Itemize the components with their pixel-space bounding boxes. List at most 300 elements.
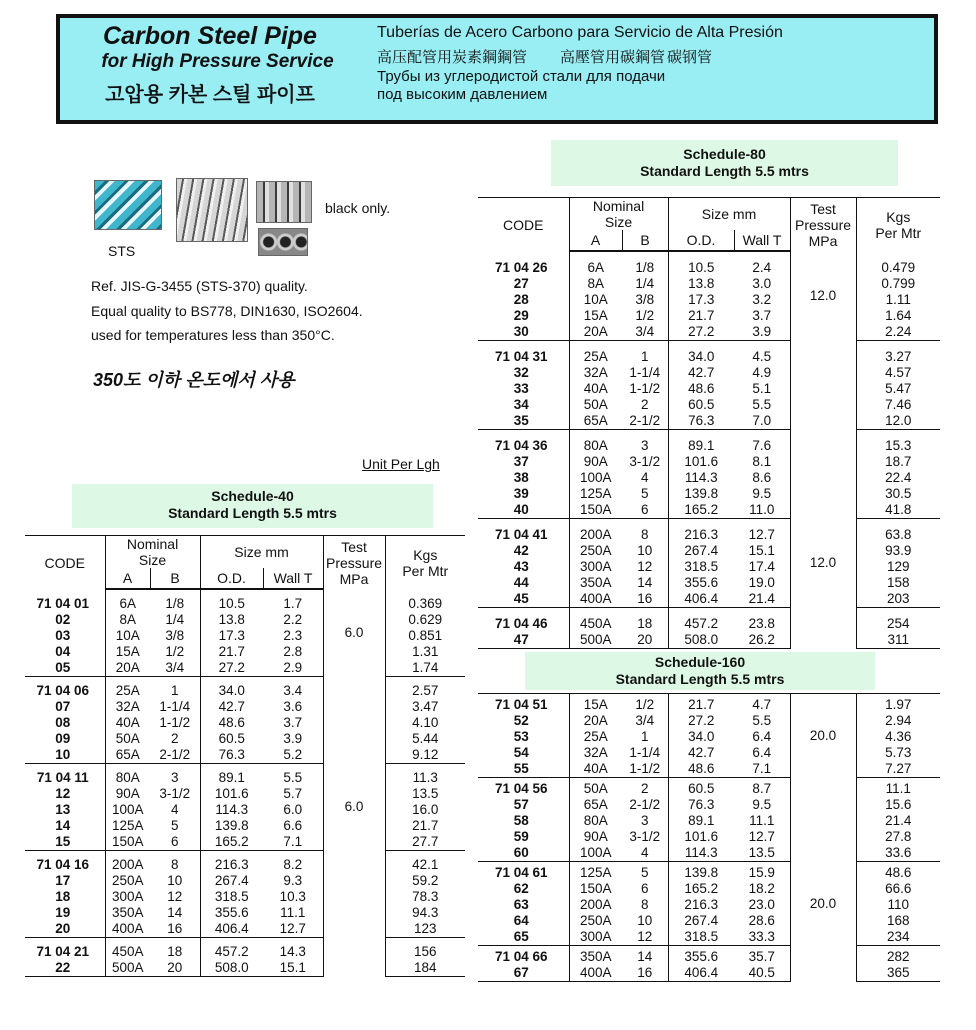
nominal-a-cell: 32A (583, 745, 608, 760)
wall-cell: 15.1 (263, 960, 323, 977)
wall-cell: 5.5 (734, 397, 790, 413)
od-cell: 10.5 (218, 596, 245, 611)
schedule-160-name: Schedule-160 (654, 654, 746, 670)
table-row (478, 591, 940, 608)
unit-label: Unit Per Lgh (362, 456, 440, 472)
title-russian-2: под высоким давлением (377, 86, 548, 103)
od-cell: 114.3 (215, 802, 249, 817)
table-row (478, 276, 940, 292)
table-row (25, 628, 465, 644)
nominal-a-cell: 250A (579, 543, 612, 558)
od-cell: 60.5 (688, 397, 715, 412)
od-cell: 34.0 (688, 729, 715, 744)
table-header-row (478, 198, 940, 231)
nominal-b-cell: 20 (150, 960, 200, 977)
table-row (478, 761, 940, 778)
table-row (478, 575, 940, 591)
nominal-b-cell: 2 (622, 778, 668, 798)
wall-cell: 15.9 (734, 862, 790, 882)
nominal-a-cell: 25A (115, 683, 140, 698)
code-cell: 13 (25, 802, 105, 818)
kgs-cell: 1.31 (412, 644, 439, 659)
table-row (478, 929, 940, 946)
nominal-a-cell: 125A (111, 818, 144, 833)
table-row (478, 897, 940, 913)
nominal-a-cell: 50A (583, 397, 608, 412)
table-row (25, 747, 465, 764)
wall-cell: 5.5 (734, 713, 790, 729)
wall-cell: 15.1 (734, 543, 790, 559)
nominal-b-cell: 3/8 (150, 628, 200, 644)
table-row (478, 813, 940, 829)
table-row (478, 913, 940, 929)
wall-cell: 3.9 (734, 324, 790, 341)
nominal-b-cell: 5 (150, 818, 200, 834)
nominal-b-cell: 6 (622, 502, 668, 519)
test-pressure-cell: 6.0 (323, 589, 385, 677)
nominal-b-cell: 18 (150, 938, 200, 961)
table-row (478, 797, 940, 813)
nominal-b-cell: 1/2 (622, 694, 668, 714)
wall-cell: 23.8 (734, 608, 790, 633)
od-cell: 216.3 (214, 857, 249, 872)
code-cell: 30 (478, 324, 569, 341)
wall-cell: 21.4 (734, 591, 790, 608)
code-cell: 55 (478, 761, 569, 778)
table-row (478, 778, 940, 798)
wall-cell: 10.3 (263, 889, 323, 905)
code-cell: 33 (478, 381, 569, 397)
nominal-a-cell: 15A (583, 697, 608, 712)
code-cell: 58 (478, 813, 569, 829)
code-cell: 19 (25, 905, 105, 921)
schedule-80-length: Standard Length 5.5 mtrs (640, 163, 809, 179)
nominal-size-header (105, 536, 200, 569)
kgs-per-mtr-header (856, 198, 940, 252)
schedule-160-length: Standard Length 5.5 mtrs (615, 671, 785, 687)
nominal-b-cell: 4 (622, 845, 668, 862)
wall-t-header: Wall T (263, 568, 323, 589)
test-pressure-cell: 12.0 (790, 519, 856, 608)
test-pressure-cell (790, 341, 856, 430)
nominal-b-cell: 3-1/2 (622, 829, 668, 845)
table-row (478, 946, 940, 966)
kgs-cell: 27.8 (885, 829, 912, 844)
nominal-a-cell: 90A (115, 786, 140, 801)
schedule-40-table (25, 535, 465, 977)
code-cell: 67 (478, 965, 569, 982)
nominal-b-cell: 8 (150, 851, 200, 874)
od-cell: 508.0 (200, 960, 263, 977)
code-cell: 71 04 21 (25, 938, 105, 961)
code-cell: 44 (478, 575, 569, 591)
od-cell: 76.3 (200, 747, 263, 764)
table-row (25, 818, 465, 834)
wall-cell: 7.1 (263, 834, 323, 851)
test-pressure-cell (790, 946, 856, 982)
od-cell: 101.6 (684, 829, 719, 844)
nominal-b-cell: 10 (622, 913, 668, 929)
code-cell: 09 (25, 731, 105, 747)
table-row (478, 829, 940, 845)
table-row (478, 365, 940, 381)
wall-cell: 3.7 (263, 715, 323, 731)
wall-cell: 3.4 (263, 677, 323, 700)
kgs-cell: 1.97 (885, 697, 912, 712)
nominal-b-cell: 1/8 (622, 251, 668, 276)
kgs-cell: 22.4 (885, 470, 912, 485)
table-row (478, 881, 940, 897)
test-pressure-cell (323, 851, 385, 938)
pressure-label: Pressure (326, 554, 383, 571)
code-cell: 28 (478, 292, 569, 308)
table-row (25, 764, 465, 787)
od-cell: 318.5 (668, 929, 734, 946)
wall-cell: 19.0 (734, 575, 790, 591)
table-row (478, 292, 940, 308)
kgs-cell: 1.11 (885, 292, 911, 307)
nominal-b-cell: 2-1/2 (150, 747, 200, 764)
od-header: O.D. (200, 568, 263, 589)
wall-cell: 12.7 (734, 519, 790, 544)
od-cell: 139.8 (684, 486, 719, 501)
kgs-cell: 66.6 (885, 881, 912, 896)
kgs-cell: 15.3 (885, 438, 912, 453)
code-cell: 45 (478, 591, 569, 608)
nominal-a-cell: 20A (569, 324, 622, 341)
wall-cell: 3.9 (263, 731, 323, 747)
wall-t-header: Wall T (734, 230, 790, 251)
pressure-label: Pressure (795, 216, 852, 233)
kgs-cell: 254 (887, 616, 910, 631)
wall-cell: 6.0 (263, 802, 323, 818)
per-mtr-label: Per Mtr (875, 224, 922, 241)
nominal-b-cell: 2 (622, 397, 668, 413)
code-cell: 39 (478, 486, 569, 502)
od-cell: 76.3 (668, 413, 734, 430)
nominal-a-cell: 50A (583, 781, 608, 796)
od-cell: 89.1 (688, 438, 715, 453)
kgs-cell: 4.10 (412, 715, 439, 730)
nominal-a-cell: 400A (569, 965, 622, 982)
table-row (25, 851, 465, 874)
table-row (25, 715, 465, 731)
od-cell: 114.3 (668, 845, 734, 862)
wall-cell: 9.5 (734, 486, 790, 502)
sts-label: STS (108, 243, 136, 259)
code-cell: 04 (25, 644, 105, 660)
nominal-b-cell: 1/4 (622, 276, 668, 292)
wall-cell: 23.0 (734, 897, 790, 913)
test-pressure-cell (790, 608, 856, 649)
od-cell: 60.5 (218, 731, 245, 746)
od-cell: 267.4 (684, 543, 719, 558)
wall-cell: 2.9 (263, 660, 323, 677)
nominal-b-cell: 16 (150, 921, 200, 938)
nominal-a-cell: 32A (583, 365, 608, 380)
nominal-b-cell: 12 (622, 929, 668, 946)
code-cell: 71 04 41 (478, 519, 569, 544)
nominal-b-cell: 6 (150, 834, 200, 851)
nominal-a-cell: 65A (105, 747, 150, 764)
table-row (25, 873, 465, 889)
od-cell: 139.8 (214, 818, 249, 833)
od-cell: 42.7 (688, 365, 715, 380)
nominal-a-cell: 350A (111, 905, 144, 920)
od-cell: 101.6 (684, 454, 719, 469)
kgs-label: Kgs (413, 546, 438, 563)
table-row (478, 341, 940, 366)
wall-cell: 2.3 (263, 628, 323, 644)
kgs-cell: 123 (385, 921, 465, 938)
code-cell: 64 (478, 913, 569, 929)
table-row (478, 430, 940, 455)
table-row (478, 559, 940, 575)
od-cell: 13.8 (218, 612, 245, 627)
table-row (478, 745, 940, 761)
schedule-40-name: Schedule-40 (211, 488, 294, 504)
title-spanish: Tuberías de Acero Carbono para Servicio de Alta Presión (377, 24, 783, 41)
kgs-cell: 282 (886, 949, 910, 964)
nominal-b-cell: 14 (622, 946, 668, 966)
code-cell: 71 04 56 (478, 778, 569, 798)
nominal-b-cell: 6 (622, 881, 668, 897)
kgs-cell: 59.2 (412, 873, 439, 888)
code-cell: 71 04 16 (25, 851, 105, 874)
col-b-header: B (622, 230, 668, 251)
kgs-cell: 2.24 (856, 324, 940, 341)
table-row (25, 905, 465, 921)
code-header: CODE (478, 198, 569, 252)
test-label: Test (810, 200, 836, 217)
nominal-b-cell: 12 (150, 889, 200, 905)
code-cell: 10 (25, 747, 105, 764)
wall-cell: 7.6 (734, 430, 790, 455)
wall-cell: 35.7 (734, 946, 790, 966)
code-cell: 34 (478, 397, 569, 413)
title-russian-1: Трубы из углеродистой стали для подачи (377, 68, 666, 85)
nominal-a-cell: 10A (115, 628, 140, 643)
code-cell: 15 (25, 834, 105, 851)
title-korean: 고압용 카본 스틸 파이프 (105, 84, 315, 106)
kgs-cell: 365 (856, 965, 940, 982)
wall-cell: 6.6 (263, 818, 323, 834)
nominal-a-cell: 15A (583, 308, 608, 323)
nominal-a-cell: 300A (569, 929, 622, 946)
nominal-b-cell: 1-1/2 (622, 381, 668, 397)
nominal-a-cell: 100A (111, 802, 144, 817)
kgs-cell: 5.47 (885, 381, 912, 396)
table-row (478, 845, 940, 862)
nominal-a-cell: 200A (579, 527, 612, 542)
table-row (25, 699, 465, 715)
col-a-header: A (569, 230, 622, 251)
wall-cell: 11.1 (263, 905, 323, 921)
od-cell: 60.5 (688, 781, 715, 796)
table-row (478, 251, 940, 276)
od-cell: 216.3 (684, 527, 719, 542)
wall-cell: 28.6 (734, 913, 790, 929)
nominal-a-cell: 20A (583, 713, 608, 728)
test-pressure-cell: 20.0 (790, 862, 856, 946)
code-header: CODE (25, 536, 105, 590)
nominal-b-cell: 8 (622, 519, 668, 544)
kgs-cell: 13.5 (412, 786, 439, 801)
table-row (478, 543, 940, 559)
black-pipe-photo (256, 181, 312, 223)
table-row (25, 786, 465, 802)
nominal-b-cell: 3 (622, 813, 668, 829)
nominal-b-cell: 1-1/4 (150, 699, 200, 715)
table-row (25, 802, 465, 818)
nominal-a-cell: 15A (115, 644, 140, 659)
od-header: O.D. (668, 230, 734, 251)
nominal-b-cell: 3/8 (622, 292, 668, 308)
nominal-b-cell: 16 (622, 591, 668, 608)
nominal-a-cell: 50A (115, 731, 140, 746)
table-row (478, 519, 940, 544)
kgs-cell: 110 (887, 897, 910, 912)
nominal-b-cell: 5 (622, 862, 668, 882)
wall-cell: 5.1 (734, 381, 790, 397)
nominal-a-cell: 40A (569, 761, 622, 778)
table-row (478, 862, 940, 882)
table-row (25, 889, 465, 905)
wall-cell: 12.7 (734, 829, 790, 845)
table-row (478, 397, 940, 413)
table-row (478, 324, 940, 341)
code-cell: 20 (25, 921, 105, 938)
code-cell: 27 (478, 276, 569, 292)
kgs-cell: 311 (856, 632, 940, 649)
nominal-a-cell: 20A (105, 660, 150, 677)
nominal-b-cell: 3/4 (622, 713, 668, 729)
table-row (478, 608, 940, 633)
title-chinese-1: 高压配管用炭素鋼鋼管 (377, 49, 528, 66)
nominal-b-cell: 1/2 (150, 644, 200, 660)
schedule-80-table (478, 197, 940, 649)
wall-cell: 40.5 (734, 965, 790, 982)
code-cell: 07 (25, 699, 105, 715)
table-row (478, 470, 940, 486)
nominal-b-cell: 2-1/2 (622, 797, 668, 813)
od-cell: 457.2 (214, 944, 249, 959)
kgs-cell: 93.9 (885, 543, 912, 558)
od-cell: 27.2 (200, 660, 263, 677)
nominal-a-cell: 150A (105, 834, 150, 851)
kgs-cell: 184 (385, 960, 465, 977)
kgs-cell: 2.57 (412, 683, 439, 698)
nominal-a-cell: 200A (111, 857, 144, 872)
nominal-a-cell: 80A (583, 438, 608, 453)
code-cell: 52 (478, 713, 569, 729)
nominal-a-cell: 250A (111, 873, 144, 888)
kgs-cell: 156 (414, 944, 437, 959)
nominal-a-cell: 350A (579, 949, 612, 964)
wall-cell: 1.7 (263, 589, 323, 612)
code-cell: 38 (478, 470, 569, 486)
nominal-a-cell: 40A (115, 715, 140, 730)
kgs-cell: 21.4 (885, 813, 912, 828)
table-row (478, 694, 940, 714)
size-label: Size (138, 552, 167, 568)
mpa-label: MPa (808, 232, 838, 249)
nominal-a-cell: 300A (111, 889, 144, 904)
nominal-a-cell: 125A (579, 486, 612, 501)
code-cell: 42 (478, 543, 569, 559)
nominal-b-cell: 1/8 (150, 589, 200, 612)
kgs-cell: 5.73 (885, 745, 912, 760)
table-row (25, 960, 465, 977)
table-row (478, 502, 940, 519)
code-cell: 71 04 31 (478, 341, 569, 366)
title-chinese-2: 高壓管用碳鋼管 (560, 49, 666, 66)
nominal-a-cell: 8A (119, 612, 136, 627)
od-cell: 406.4 (668, 591, 734, 608)
code-cell: 71 04 06 (25, 677, 105, 700)
wall-cell: 7.0 (734, 413, 790, 430)
kgs-cell: 3.27 (885, 349, 912, 364)
nominal-b-cell: 12 (622, 559, 668, 575)
table-row (25, 921, 465, 938)
kgs-cell: 30.5 (885, 486, 912, 501)
kgs-cell: 18.7 (885, 454, 912, 469)
code-cell: 53 (478, 729, 569, 745)
od-cell: 21.7 (688, 697, 715, 712)
od-cell: 76.3 (688, 797, 715, 812)
wall-cell: 3.0 (734, 276, 790, 292)
equal-quality-note: Equal quality to BS778, DIN1630, ISO2604. (91, 303, 363, 319)
wall-cell: 9.3 (263, 873, 323, 889)
title-english: Carbon Steel Pipe (103, 22, 317, 50)
code-cell: 71 04 26 (478, 251, 569, 276)
code-cell: 71 04 66 (478, 946, 569, 966)
kgs-cell: 0.799 (881, 276, 916, 291)
code-cell: 22 (25, 960, 105, 977)
nominal-a-cell: 25A (583, 349, 608, 364)
nominal-b-cell: 1-1/4 (622, 365, 668, 381)
nominal-a-cell: 65A (583, 797, 608, 812)
nominal-a-cell: 90A (583, 829, 608, 844)
od-cell: 457.2 (684, 616, 719, 631)
table-row (478, 308, 940, 324)
nominal-a-cell: 80A (583, 813, 608, 828)
nominal-label: Nominal (592, 198, 645, 214)
test-pressure-header (790, 198, 856, 252)
test-pressure-cell: 6.0 (323, 764, 385, 851)
od-cell: 17.3 (688, 292, 715, 307)
od-cell: 267.4 (684, 913, 719, 928)
nominal-a-cell: 300A (579, 559, 612, 574)
kgs-cell: 1.64 (885, 308, 912, 323)
code-cell: 18 (25, 889, 105, 905)
kgs-cell: 7.27 (856, 761, 940, 778)
kgs-cell: 4.57 (885, 365, 912, 380)
code-cell: 08 (25, 715, 105, 731)
kgs-cell: 1.74 (385, 660, 465, 677)
od-cell: 42.7 (218, 699, 245, 714)
table-row (25, 660, 465, 677)
nominal-b-cell: 14 (150, 905, 200, 921)
code-cell: 71 04 46 (478, 608, 569, 633)
title-chinese-3: 碳钢管 (667, 49, 713, 66)
code-cell: 65 (478, 929, 569, 946)
code-cell: 62 (478, 881, 569, 897)
kgs-cell: 42.1 (412, 857, 439, 872)
od-cell: 13.8 (688, 276, 715, 291)
test-pressure-cell: 12.0 (790, 251, 856, 341)
kgs-cell: 12.0 (856, 413, 940, 430)
